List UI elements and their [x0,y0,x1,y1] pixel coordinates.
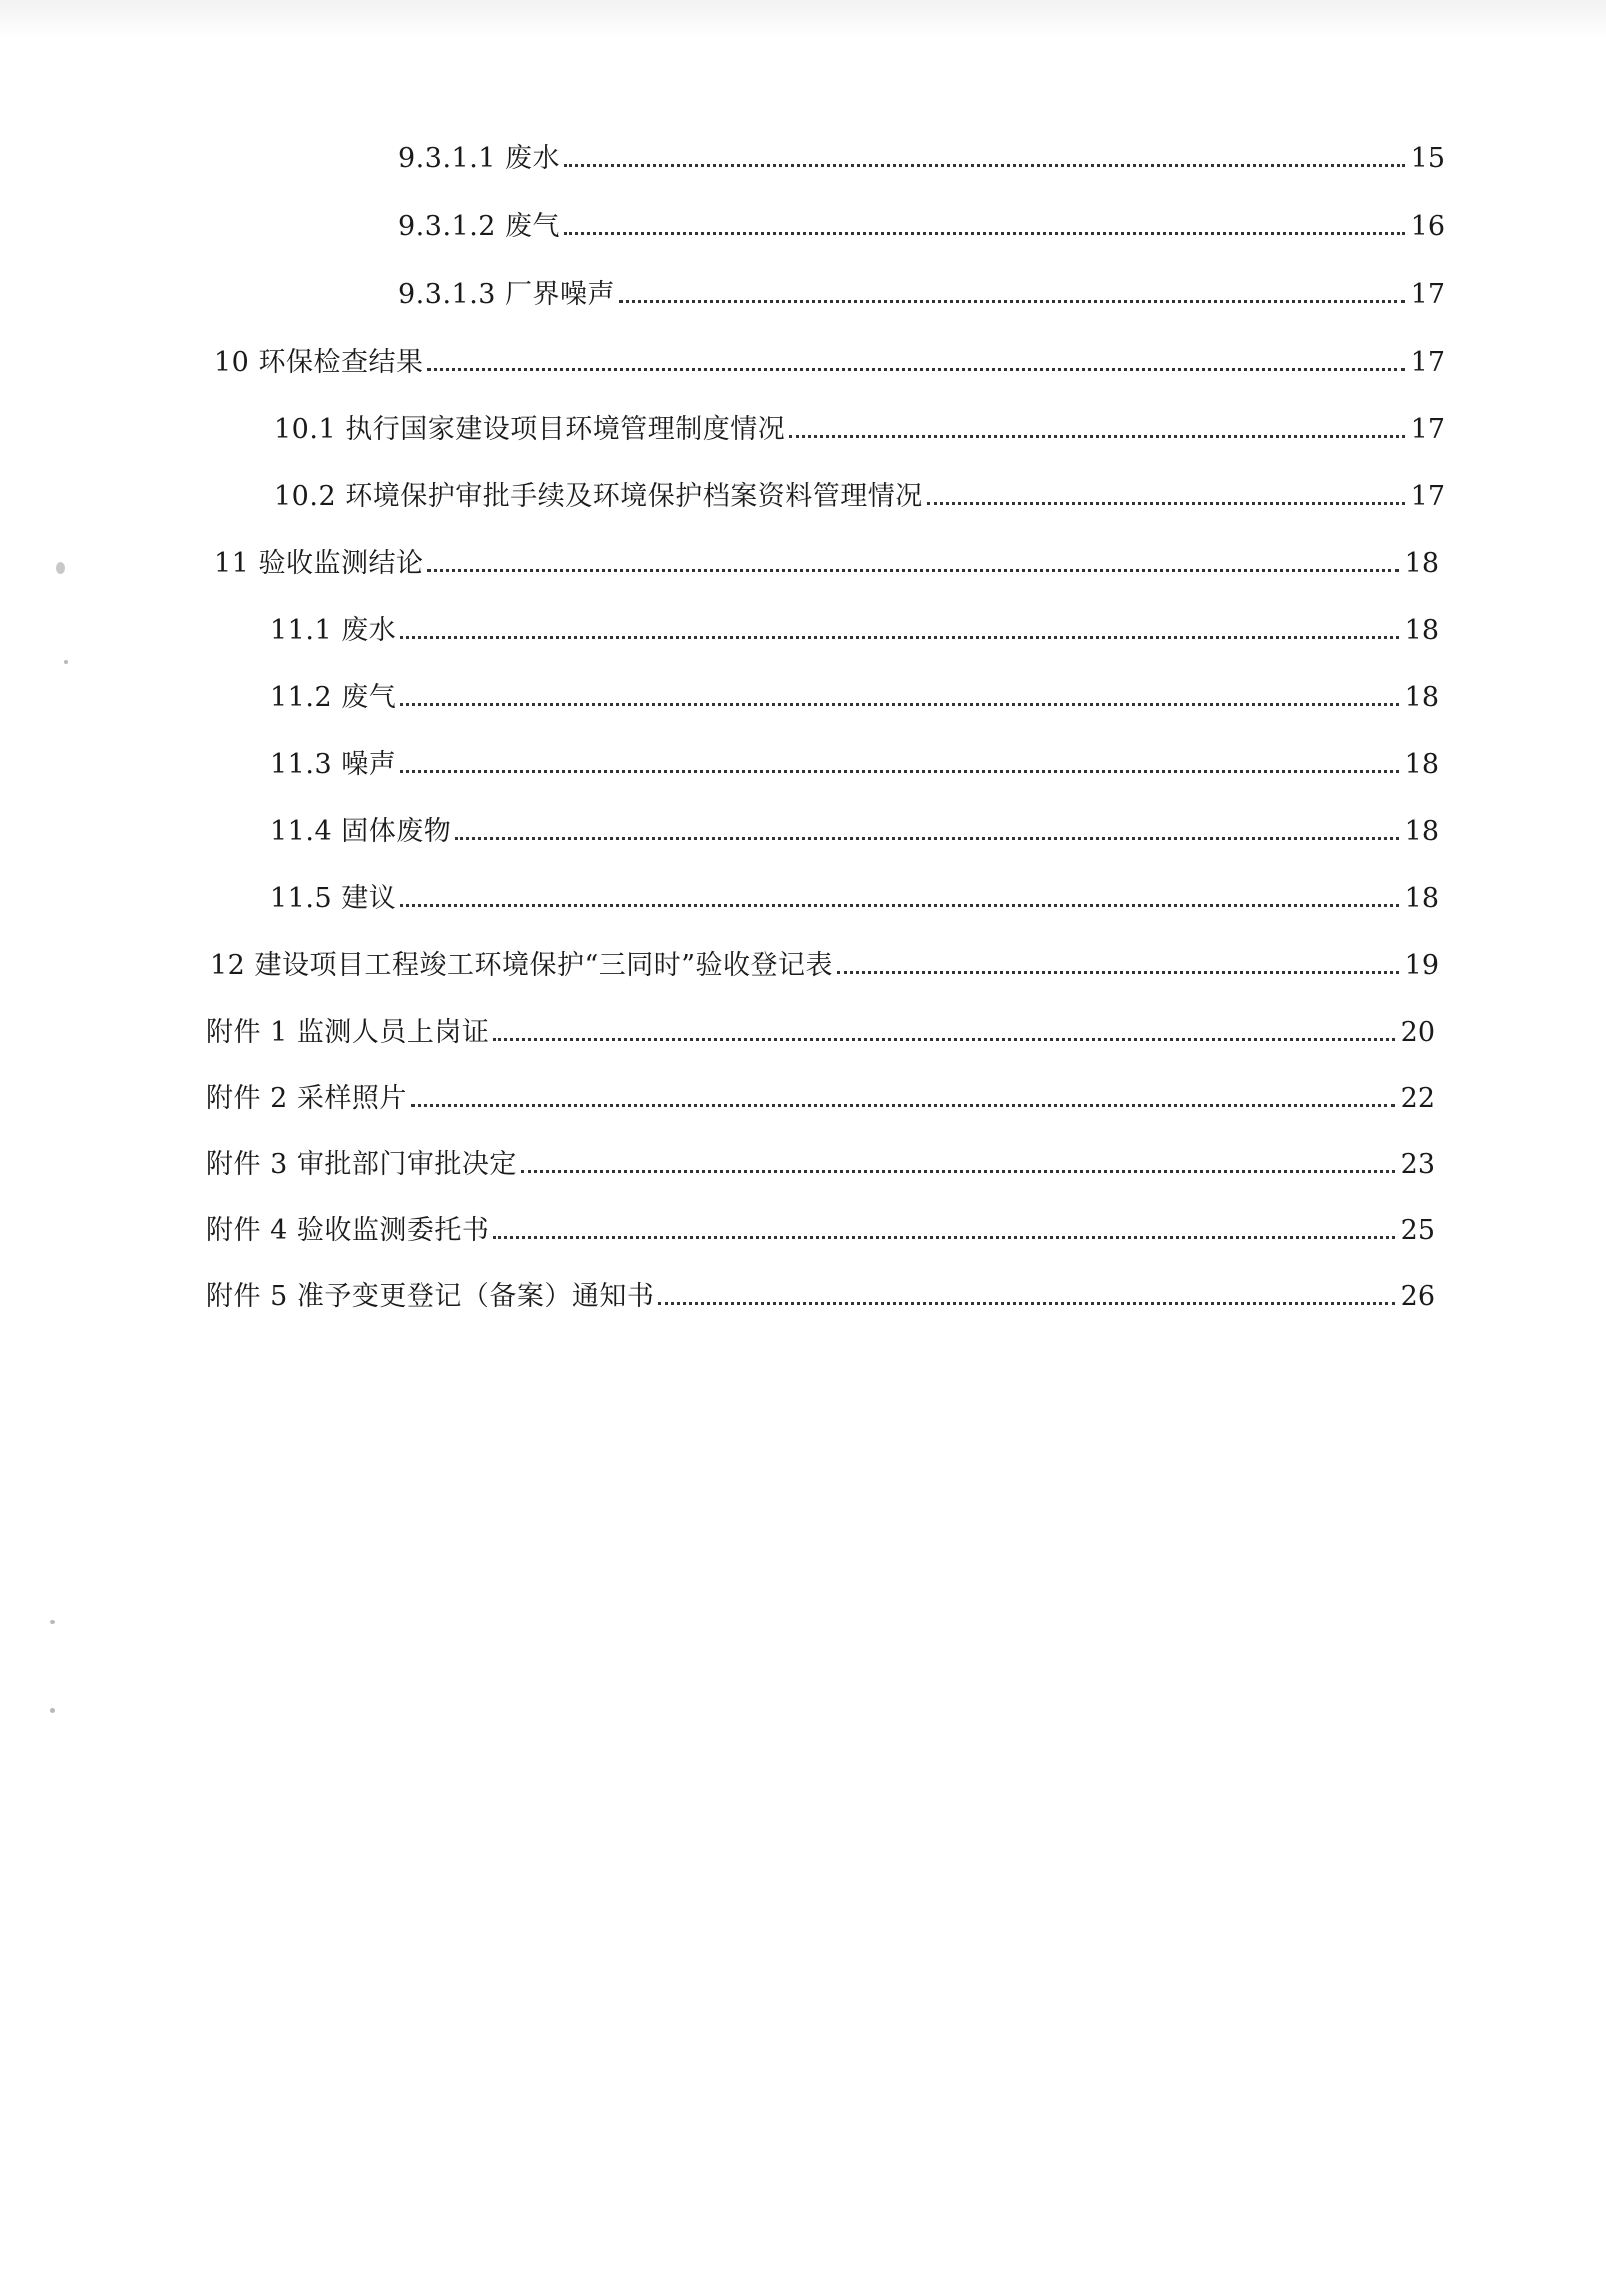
toc-entry-title: 11.5 建议 [270,883,397,914]
dot-leader [493,1236,1394,1239]
toc-entry[interactable] [210,943,1439,983]
toc-entry-page: 22 [1400,1083,1435,1114]
dot-leader [427,569,1398,572]
toc-entry[interactable] [270,608,1439,648]
toc-entry-page: 18 [1404,749,1439,780]
dot-leader [521,1170,1395,1173]
toc-entry-title: 10.1 执行国家建设项目环境管理制度情况 [274,414,786,445]
toc-entry-page: 17 [1410,414,1445,445]
dot-leader [837,971,1399,974]
toc-entry-page: 15 [1410,143,1445,174]
scan-speck [64,660,68,664]
toc-entry-title: 10 环保检查结果 [214,347,424,378]
toc-entry[interactable] [206,1076,1435,1116]
dot-leader [493,1038,1394,1041]
scan-edge-shadow [0,0,1606,40]
toc-entry-page: 25 [1400,1215,1435,1246]
dot-leader [427,368,1404,371]
toc-entry-page: 17 [1410,279,1445,310]
dot-leader [411,1104,1395,1107]
toc-entry[interactable] [270,742,1439,782]
scan-speck [50,1708,55,1713]
toc-entry-page: 19 [1404,950,1439,981]
dot-leader [619,300,1405,303]
toc-entry-page: 18 [1404,548,1439,579]
toc-entry-title: 11.3 噪声 [270,749,397,780]
toc-entry-page: 16 [1410,211,1445,242]
toc-entry-page: 26 [1400,1281,1435,1312]
toc-entry[interactable] [214,340,1445,380]
toc-entry-page: 18 [1404,816,1439,847]
toc-entry-title: 9.3.1.1 废水 [398,143,561,174]
toc-entry[interactable] [398,204,1445,244]
toc-entry[interactable] [206,1010,1435,1050]
toc-entry-page: 20 [1400,1017,1435,1048]
toc-entry[interactable] [270,675,1439,715]
toc-entry[interactable] [398,136,1445,176]
toc-entry-title: 10.2 环境保护审批手续及环境保护档案资料管理情况 [274,481,923,512]
toc-entry-page: 17 [1410,347,1445,378]
toc-entry-title: 11 验收监测结论 [214,548,424,579]
scan-speck [50,1620,55,1624]
toc-entry-page: 23 [1400,1149,1435,1180]
toc-entry[interactable] [270,809,1439,849]
toc-entry-title: 附件 4 验收监测委托书 [206,1215,490,1246]
toc-entry-title: 附件 3 审批部门审批决定 [206,1149,517,1180]
toc-entry-title: 9.3.1.2 废气 [398,211,561,242]
dot-leader [564,232,1405,235]
toc-entry-page: 17 [1410,481,1445,512]
toc-entry-title: 11.4 固体废物 [270,816,452,847]
dot-leader [455,837,1398,840]
toc-entry[interactable] [206,1274,1435,1314]
dot-leader [400,904,1398,907]
toc-entry-title: 11.1 废水 [270,615,397,646]
toc-entry[interactable] [206,1208,1435,1248]
dot-leader [564,164,1405,167]
toc-entry-title: 附件 5 准予变更登记（备案）通知书 [206,1281,655,1312]
toc-entry-page: 18 [1404,883,1439,914]
toc-entry-page: 18 [1404,615,1439,646]
toc-entry-title: 12 建设项目工程竣工环境保护“三同时”验收登记表 [210,950,834,981]
dot-leader [927,502,1405,505]
toc-entry-title: 附件 1 监测人员上岗证 [206,1017,490,1048]
toc-entry-title: 9.3.1.3 厂界噪声 [398,279,616,310]
dot-leader [400,770,1398,773]
toc-entry[interactable] [206,1142,1435,1182]
scan-speck [56,562,65,574]
dot-leader [658,1302,1394,1305]
toc-entry[interactable] [398,272,1445,312]
toc-entry-title: 11.2 废气 [270,682,397,713]
dot-leader [400,636,1398,639]
toc-entry[interactable] [274,474,1445,514]
toc-entry[interactable] [270,876,1439,916]
dot-leader [789,435,1404,438]
dot-leader [400,703,1398,706]
toc-entry-page: 18 [1404,682,1439,713]
toc-entry[interactable] [214,541,1439,581]
toc-entry-title: 附件 2 采样照片 [206,1083,407,1114]
toc-entry[interactable] [274,407,1445,447]
